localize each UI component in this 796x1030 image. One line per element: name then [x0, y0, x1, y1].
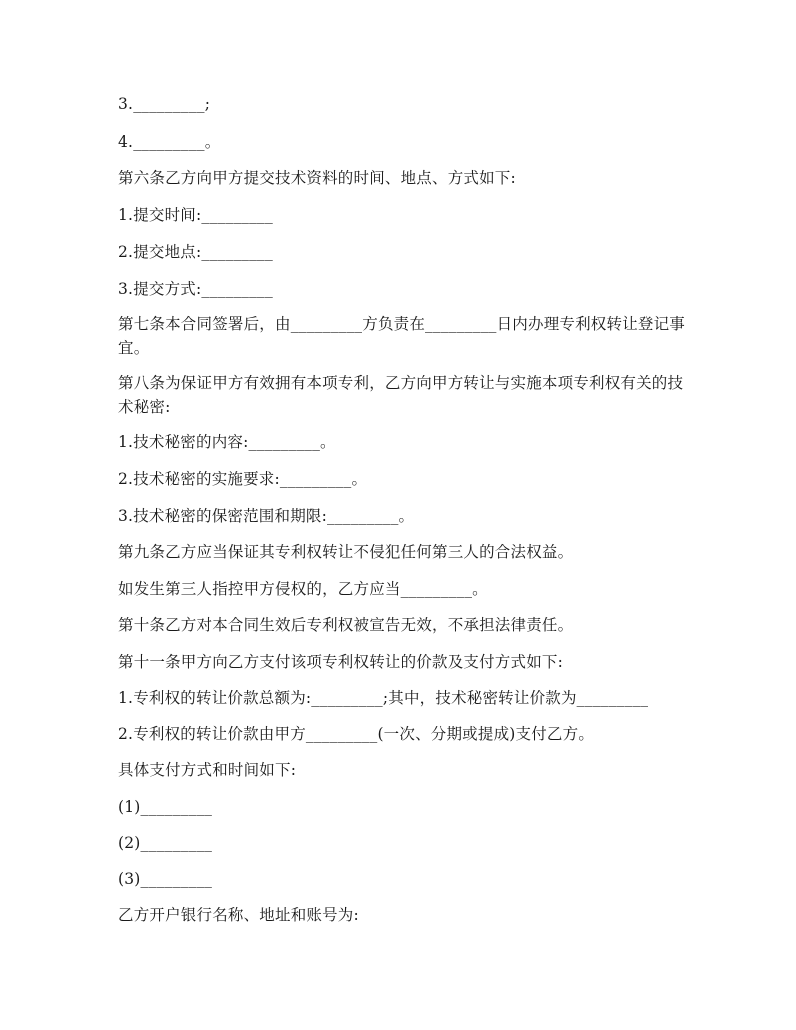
text-line: 2.提交地点:_________	[118, 243, 273, 261]
text-line: 乙方开户银行名称、地址和账号为:	[118, 906, 359, 924]
list-item: (2)_________	[118, 834, 213, 852]
text-line: 3._________;	[118, 95, 211, 113]
article-heading: 第九条乙方应当保证其专利权转让不侵犯任何第三人的合法权益。	[118, 543, 574, 561]
article-heading: 第六条乙方向甲方提交技术资料的时间、地点、方式如下:	[118, 169, 516, 187]
text-line: 3.技术秘密的保密范围和期限:_________。	[118, 507, 415, 525]
list-item: (1)_________	[118, 798, 213, 816]
text-line: 2.专利权的转让价款由甲方_________(一次、分期或提成)支付乙方。	[118, 725, 595, 743]
article-heading: 第十条乙方对本合同生效后专利权被宣告无效，不承担法律责任。	[118, 616, 574, 634]
article-heading: 第八条为保证甲方有效拥有本项专利，乙方向甲方转让与实施本项专利权有关的技	[118, 374, 684, 392]
text-line: 1.提交时间:_________	[118, 206, 273, 224]
text-line: 4._________。	[118, 133, 221, 151]
text-line: 1.专利权的转让价款总额为:_________;其中，技术秘密转让价款为_________	[118, 689, 649, 707]
text-line: 宜。	[118, 339, 150, 357]
text-line: 如发生第三人指控甲方侵权的，乙方应当_________。	[118, 580, 488, 598]
text-line: 具体支付方式和时间如下:	[118, 761, 297, 779]
list-item: (3)_________	[118, 870, 213, 888]
text-line: 术秘密:	[118, 398, 171, 416]
text-line: 2.技术秘密的实施要求:_________。	[118, 470, 368, 488]
article-heading: 第十一条甲方向乙方支付该项专利权转让的价款及支付方式如下:	[118, 653, 564, 671]
text-line: 3.提交方式:_________	[118, 280, 273, 298]
article-heading: 第七条本合同签署后，由_________方负责在_________日内办理专利权转让登记事	[118, 315, 686, 333]
text-line: 1.技术秘密的内容:_________。	[118, 433, 336, 451]
